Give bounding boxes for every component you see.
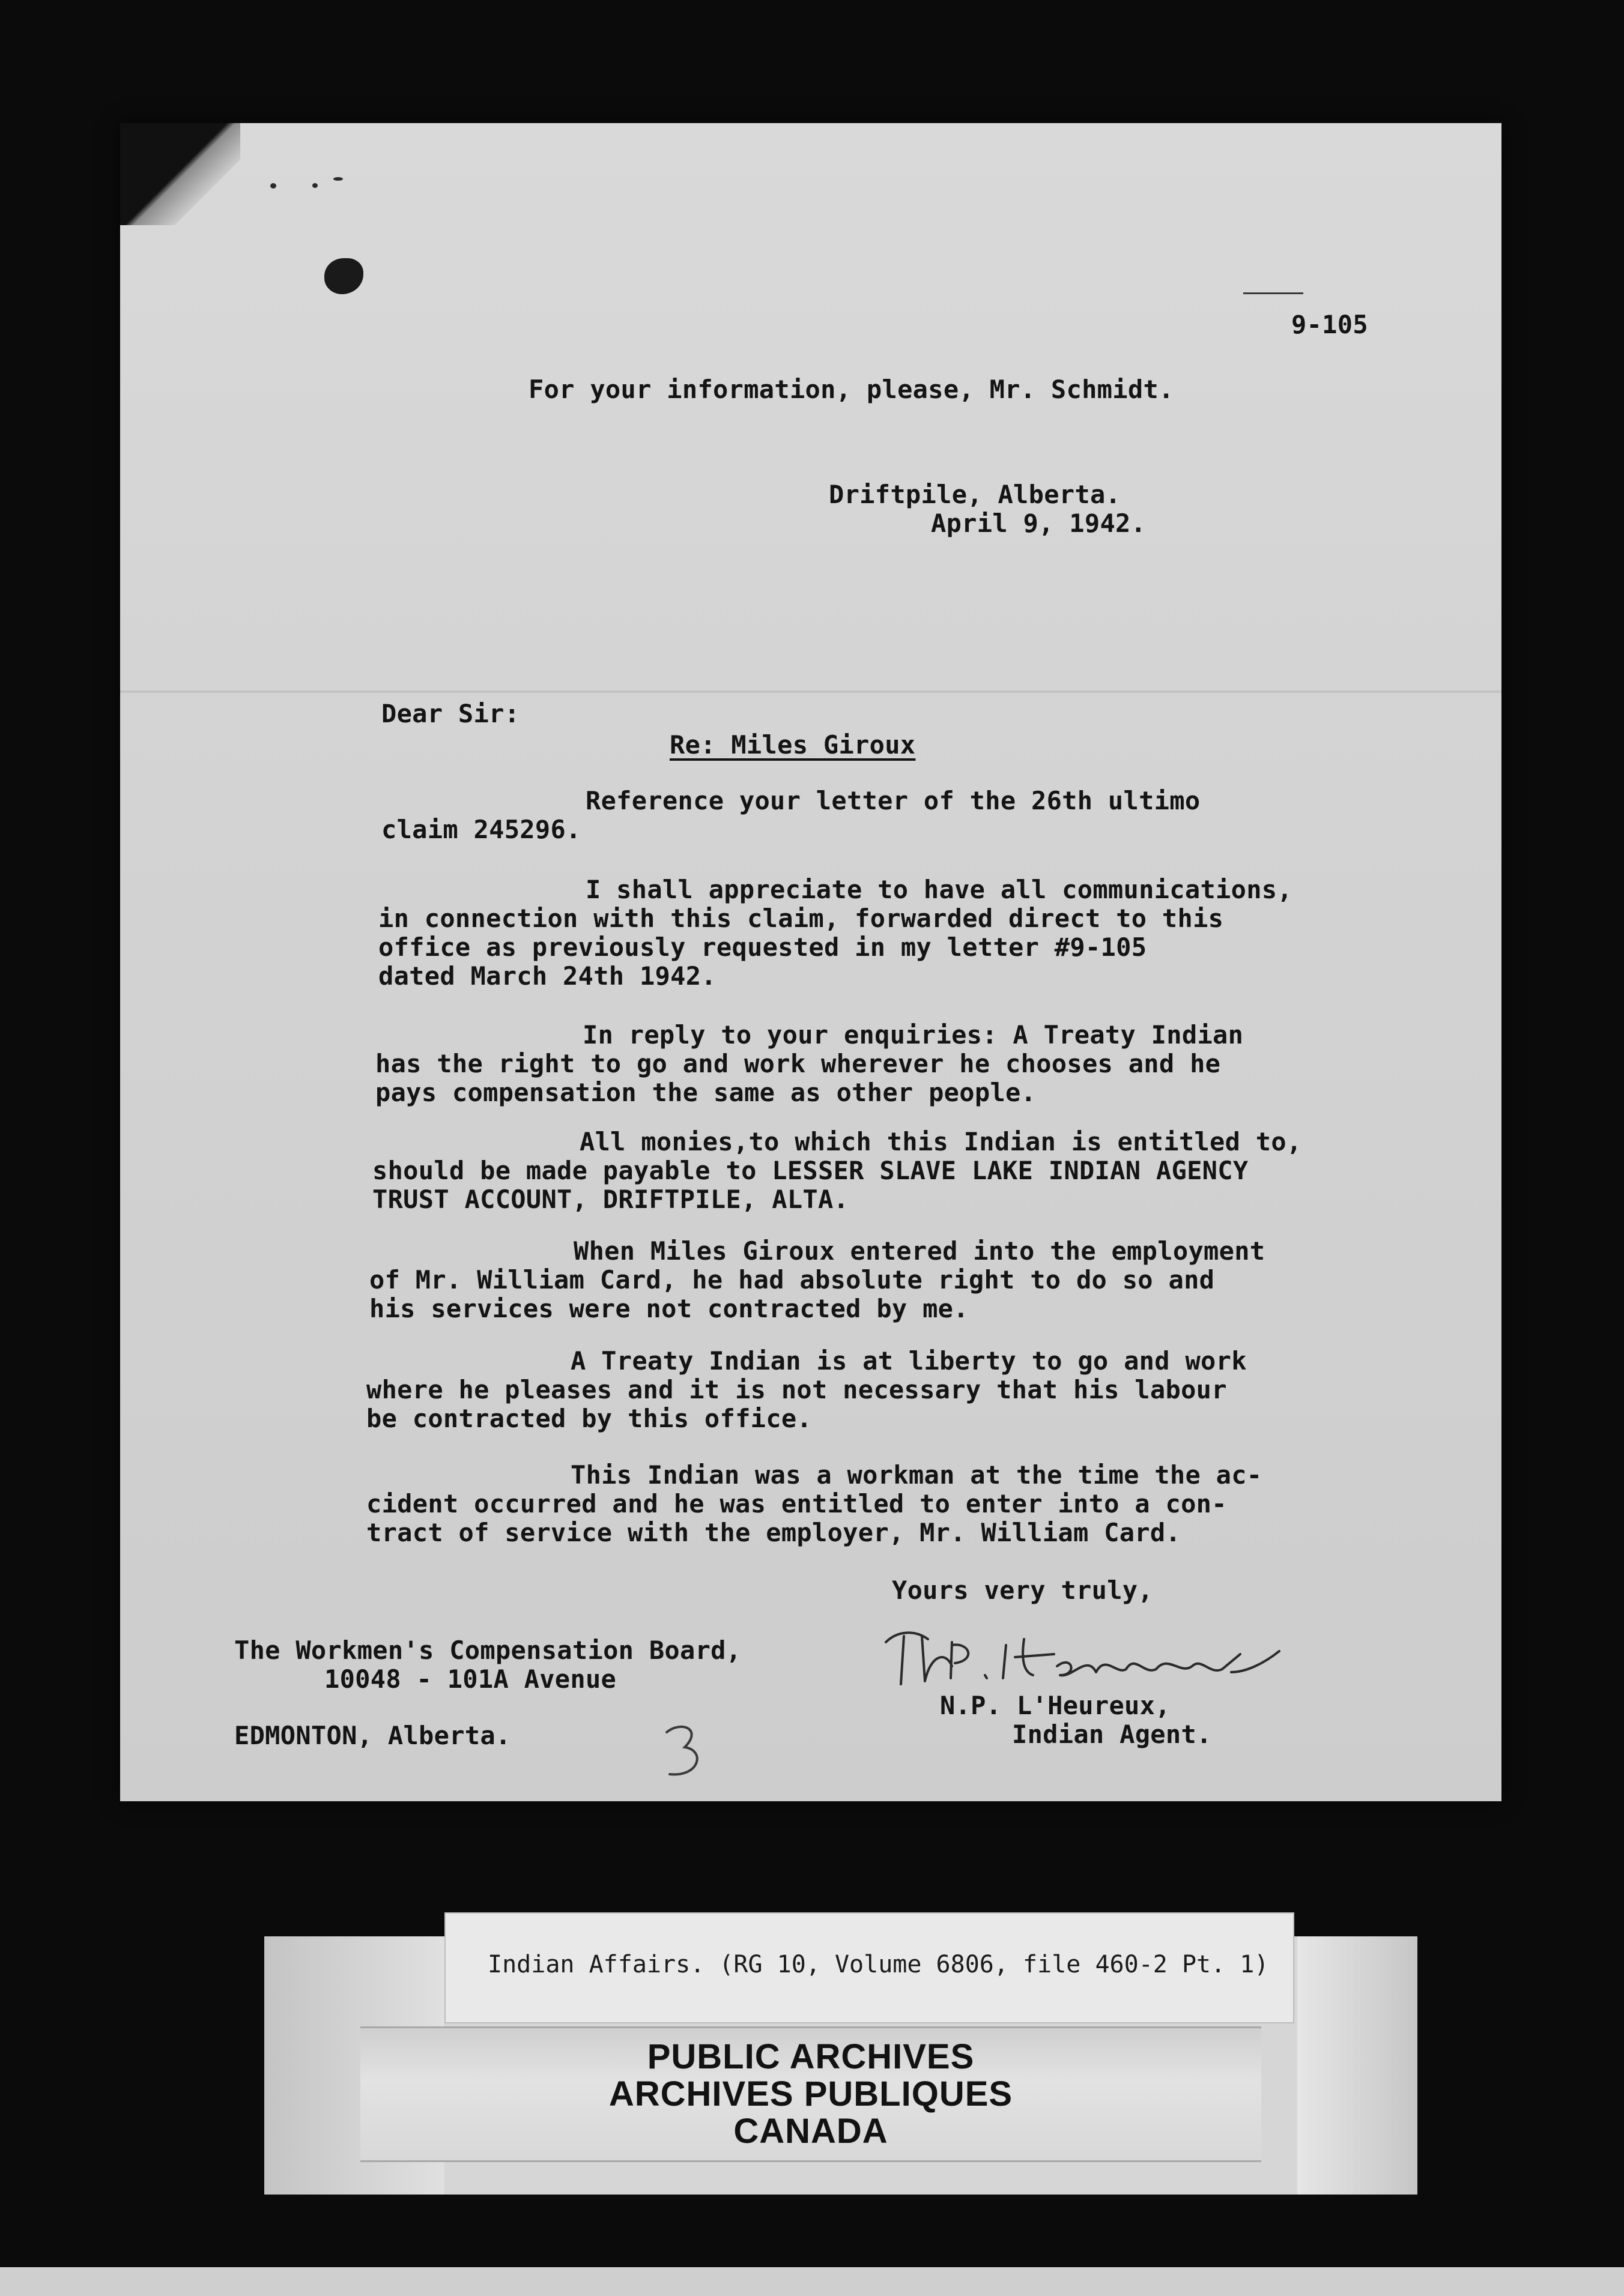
paragraph-line: his services were not contracted by me. bbox=[369, 1294, 969, 1323]
signatory-title: Indian Agent. bbox=[1012, 1720, 1212, 1749]
salutation: Dear Sir: bbox=[381, 699, 520, 728]
paragraph-line: claim 245296. bbox=[381, 815, 581, 844]
paragraph-line: where he pleases and it is not necessary that his labour bbox=[366, 1375, 1227, 1404]
paragraph-line: office as previously requested in my letter #9-105 bbox=[378, 932, 1147, 962]
ink-speck bbox=[270, 183, 276, 189]
paragraph-line: All monies,to which this Indian is entitled to, bbox=[580, 1127, 1302, 1156]
paragraph-line: TRUST ACCOUNT, DRIFTPILE, ALTA. bbox=[372, 1185, 849, 1214]
ink-speck bbox=[312, 183, 318, 188]
paragraph-line: be contracted by this office. bbox=[366, 1404, 812, 1433]
paragraph-line: Reference your letter of the 26th ultimo bbox=[586, 786, 1201, 815]
archive-stamp bbox=[360, 2026, 1261, 2162]
tick-mark bbox=[1243, 292, 1303, 294]
ink-speck bbox=[333, 177, 343, 181]
letter-date: April 9, 1942. bbox=[931, 509, 1147, 538]
paragraph-line: has the right to go and work wherever he chooses and he bbox=[375, 1049, 1221, 1078]
handwritten-page-mark bbox=[649, 1714, 715, 1786]
paragraph-line: tract of service with the employer, Mr. William Card. bbox=[366, 1518, 1181, 1547]
stamp-line: ARCHIVES PUBLIQUES bbox=[608, 2074, 1013, 2113]
stamp-line: CANADA bbox=[733, 2112, 888, 2151]
paragraph-line: should be made payable to LESSER SLAVE LAKE INDIAN AGENCY bbox=[372, 1156, 1249, 1185]
handwritten-signature bbox=[880, 1618, 1288, 1696]
subject-line: Re: Miles Giroux bbox=[670, 730, 916, 760]
addressee-line: 10048 - 101A Avenue bbox=[324, 1664, 617, 1694]
archive-citation: Indian Affairs. (RG 10, Volume 6806, file 460-2 Pt. 1) bbox=[488, 1951, 1269, 1978]
archive-citation-label bbox=[444, 1912, 1294, 2023]
paragraph-line: This Indian was a workman at the time the ac- bbox=[571, 1460, 1262, 1490]
letter-page bbox=[120, 123, 1501, 1801]
paragraph-line: A Treaty Indian is at liberty to go and work bbox=[571, 1346, 1247, 1376]
paragraph-line: In reply to your enquiries: A Treaty Indian bbox=[583, 1020, 1244, 1050]
paragraph-line: of Mr. William Card, he had absolute right to do so and bbox=[369, 1265, 1215, 1295]
signatory-name: N.P. L'Heureux, bbox=[940, 1691, 1171, 1720]
paragraph-line: cident occurred and he was entitled to enter into a con- bbox=[366, 1489, 1227, 1518]
closing: Yours very truly, bbox=[892, 1575, 1153, 1605]
addressee-line: EDMONTON, Alberta. bbox=[234, 1721, 511, 1750]
paragraph-line: I shall appreciate to have all communications, bbox=[586, 875, 1292, 904]
ink-blot bbox=[324, 258, 363, 294]
fold-line bbox=[120, 690, 1501, 693]
paragraph-line: When Miles Giroux entered into the employment bbox=[574, 1236, 1265, 1266]
paragraph-line: dated March 24th 1942. bbox=[378, 961, 717, 991]
paragraph-line: pays compensation the same as other people. bbox=[375, 1078, 1037, 1107]
torn-corner bbox=[120, 123, 240, 225]
addressee-line: The Workmen's Compensation Board, bbox=[234, 1636, 742, 1665]
stamp-line: PUBLIC ARCHIVES bbox=[647, 2037, 975, 2076]
paragraph-line: in connection with this claim, forwarded direct to this bbox=[378, 904, 1224, 933]
archive-tag-right-tab bbox=[1297, 1936, 1417, 2195]
letter-place: Driftpile, Alberta. bbox=[829, 480, 1121, 509]
forward-note: For your information, please, Mr. Schmidt. bbox=[529, 375, 1174, 404]
file-reference: 9-105 bbox=[1291, 310, 1368, 339]
bottom-strip bbox=[0, 2267, 1624, 2296]
